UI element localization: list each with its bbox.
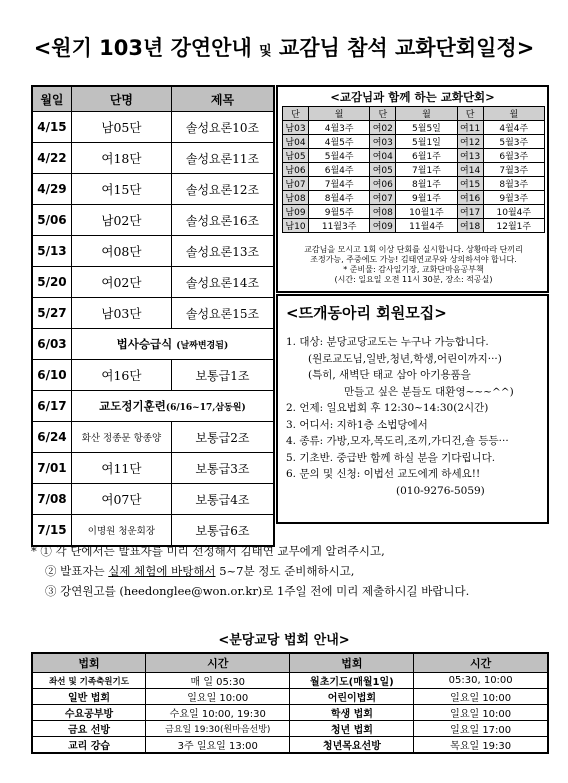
table-row: 일반 법회 일요일 10:00 어린이법회 일요일 10:00 [32,689,548,705]
service-guide-table: 법회 시간 법회 시간 좌선 및 기족축원기도 매 일 05:30 월초기도(매월1일) 05:30, 10:00 일반 법회 일요일 10:00 어린이법회 일요일 10:00 수요공부방 수요일 10:00, 19:30 학생 법회 일요일 10:00 금요 선방 금요일 19:30(원마음선방) 청년 법회 일요일 17:00 교리 강습 3주 일요일 13:00 청년목요선방 목요일 19:30 [31,652,549,754]
table-row: 7/01 여11단 보통급3조 [32,453,274,484]
knitting-club-details: 1. 대상: 분당교당교도는 누구나 가능합니다. (원로교도님,일반,청년,학생,어린이까지···) (특히, 새벽단 태교 삼아 아기용품을 만들고 싶은 분들도 대환영~~~^^) 2. 언제: 일요법회 후 12:30~14:30(2시간) 3. 어디서: 지하1층 소법당에서 4. 종류: 가방,모자,목도리,조끼,가디건,숄 등등··· 5. 기초반. 중급반 함께 하실 분을 기다립니다. 6. 문의 및 신청: 이법선 교도에게 하세요!! (010-9276-5059) [286,336,514,497]
service-guide-heading: <분당교당 법회 안내> [218,633,350,648]
table-row: 남05 5월4주 여04 6월1주 여13 6월3주 [283,149,545,163]
table-row: 남04 4월5주 여03 5월1일 여12 5월3주 [283,135,545,149]
header-date: 월일 [32,86,71,112]
table-row: 남03 4월3주 여02 5월5일 여11 4월4주 [283,121,545,135]
unit-meeting-table: 단 월 단 월 단 월 남03 4월3주 여02 5월5일 여11 4월4주 남04 4월5주 여03 5월1일 여12 5월3주 남05 5월4주 여04 6월1주 여13 6월3주 남06 6월4주 여05 7월1주 여14 7월3주 남07 7월4주 여06 8월1주 여15 8월3주 남08 8월4주 여07 9월1주 여16 9월3주 남09 9월5주 여08 10월1주 여17 10월4주 남10 11월3주 여09 11월4주 여18 12월1주 [282,106,545,233]
table-row: 5/27 남03단 솔성요론15조 [32,298,274,329]
unit-meeting-note: 교감님을 모시고 1회 이상 단회를 실시합니다. 상황따라 단끼리 조정가능, 주중에도 가능! 김태연교무와 상의하셔야 합니다. * 준비물: 감사일기장, 교화단마음공부책 (시간: 일요일 오전 11시 30분, 장소: 적공실) [304,245,523,284]
lecture-schedule-table [31,85,275,547]
table-row: 교리 강습 3주 일요일 13:00 청년목요선방 목요일 19:30 [32,737,548,754]
table-row: 4/29 여15단 솔성요론12조 [32,174,274,205]
unit-meeting-heading: <교감님과 함께 하는 교화단회> [330,90,495,104]
knitting-club-box [276,294,549,524]
table-row: 6/24 화산 정종문 항종양 보통급2조 [32,422,274,453]
table-row: 6/10 여16단 보통급1조 [32,360,274,391]
table-row: 4/22 여18단 솔성요론11조 [32,143,274,174]
table-row: 수요공부방 수요일 10:00, 19:30 학생 법회 일요일 10:00 [32,705,548,721]
table-row: 5/13 여08단 솔성요론13조 [32,236,274,267]
table-row: 남09 9월5주 여08 10월1주 여17 10월4주 [283,205,545,219]
footnotes: * ① 각 단에서는 발표자를 미리 선정해서 김태연 교무에게 알려주시고, ② 발표자는 실제 체험에 바탕해서 5~7분 정도 준비해하시고, ③ 강연원고를 (heedonglee@won.or.kr)로 1주일 전에 미리 제출하시길 바랍니다. [31,544,470,598]
table-row: 좌선 및 기족축원기도 매 일 05:30 월초기도(매월1일) 05:30, 10:00 [32,673,548,689]
header-unit: 단명 [71,86,171,112]
table-row: 남06 6월4주 여05 7월1주 여14 7월3주 [283,163,545,177]
table-row: 남10 11월3주 여09 11월4주 여18 12월1주 [283,219,545,233]
table-row: 4/15 남05단 솔성요론10조 [32,112,274,143]
knitting-club-heading: <뜨개동아리 회원모집> [286,304,447,322]
table-row: 7/15 이명원 청운회장 보통급6조 [32,515,274,547]
table-row: 6/03 법사승급식 (날짜변경됨) [32,329,274,360]
table-row: 7/08 여07단 보통급4조 [32,484,274,515]
table-row: 5/06 남02단 솔성요론16조 [32,205,274,236]
table-row: 금요 선방 금요일 19:30(원마음선방) 청년 법회 일요일 17:00 [32,721,548,737]
page-title: <원기 103년 강연안내 및 교감님 참석 교화단회일정> [33,36,535,60]
header-topic: 제목 [171,86,274,112]
table-row: 남07 7월4주 여06 8월1주 여15 8월3주 [283,177,545,191]
table-row: 6/17 교도정기훈련(6/16~17,삼동원) [32,391,274,422]
unit-meeting-box [276,85,549,293]
table-row: 남08 8월4주 여07 9월1주 여16 9월3주 [283,191,545,205]
table-row: 5/20 여02단 솔성요론14조 [32,267,274,298]
